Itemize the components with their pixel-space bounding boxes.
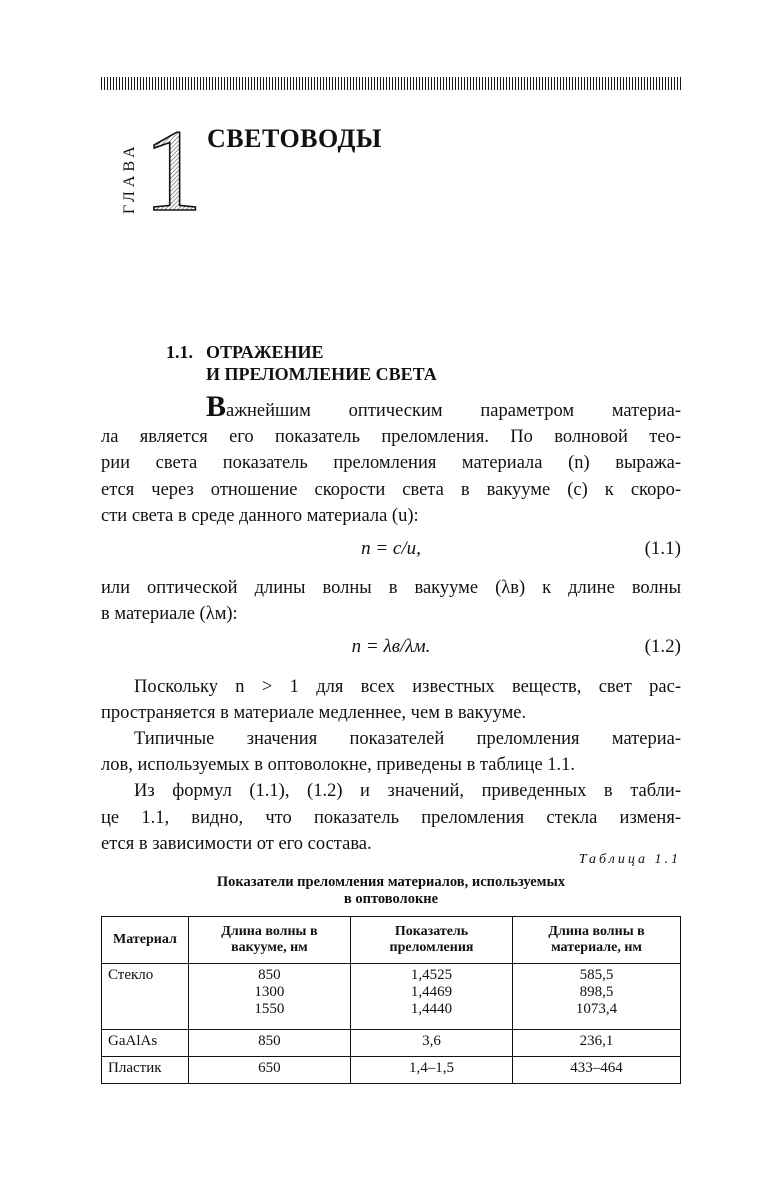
paragraph-5-line-1: Из формул (1.1), (1.2) и значений, приведенных в табли-: [134, 781, 681, 801]
table-row: [102, 1056, 681, 1083]
cell-material: Пластик: [102, 1056, 189, 1083]
cell-index: 1,4525 1,4469 1,4440: [350, 964, 512, 1030]
svg-text:1: 1: [143, 105, 203, 236]
paragraph-5-line-3: ется в зависимости от его состава.: [101, 834, 372, 854]
cell-vacuum: 850 1300 1550: [188, 964, 350, 1030]
equation-2-formula: n = λв/λм.: [351, 636, 431, 657]
equation-1: [101, 538, 681, 564]
equation-2-number: (1.2): [644, 636, 681, 657]
paragraph-5-line-2: це 1.1, видно, что показатель преломления стекла изменя-: [101, 808, 681, 828]
cell-vacuum: 650: [188, 1056, 350, 1083]
drop-cap: В: [206, 390, 227, 423]
chapter-label: ГЛАВА: [121, 142, 138, 214]
table-row: [102, 1029, 681, 1056]
header-refractive-index: Показатель преломления: [350, 917, 512, 964]
cell-index: 3,6: [350, 1029, 512, 1056]
section-number: 1.1.: [166, 342, 193, 362]
cell-material: GaAlAs: [102, 1029, 189, 1056]
header-material-wavelength: Длина волны в материале, нм: [513, 917, 681, 964]
header-rule: [101, 77, 681, 90]
paragraph-3-line-1: Поскольку n > 1 для всех известных веществ, свет рас-: [134, 677, 681, 697]
cell-in-material: 433–464: [513, 1056, 681, 1083]
equation-2: [101, 636, 681, 662]
paragraph-1-line-2: ла является его показатель преломления. По волновой тео-: [101, 427, 681, 447]
cell-material: Стекло: [102, 964, 189, 1030]
table-title-line-1: Показатели преломления материалов, используемых: [216, 874, 566, 890]
paragraph-4-line-1: Типичные значения показателей преломления материа-: [134, 729, 681, 749]
header-material: Материал: [102, 917, 189, 964]
paragraph-4-line-2: лов, используемых в оптоволокне, приведены в таблице 1.1.: [101, 755, 576, 775]
table-title-line-2: в оптоволокне: [343, 891, 439, 907]
paragraph-1-line-3: рии света показатель преломления материала (n) выража-: [101, 453, 681, 473]
section-title-line-1: ОТРАЖЕНИЕ: [206, 342, 324, 362]
paragraph-2-line-1: или оптической длины волны в вакууме (λв) к длине волны: [101, 578, 681, 598]
cell-in-material: 236,1: [513, 1029, 681, 1056]
equation-1-formula: n = c/u,: [361, 538, 421, 559]
paragraph-3-line-2: пространяется в материале медленнее, чем в вакууме.: [101, 703, 527, 723]
table-header-row: [102, 917, 681, 964]
cell-vacuum: 850: [188, 1029, 350, 1056]
equation-1-number: (1.1): [644, 538, 681, 559]
refraction-table: [101, 916, 681, 1084]
paragraph-1-line-4: ется через отношение скорости света в вакууме (c) к скоро-: [101, 480, 681, 500]
chapter-title: СВЕТОВОДЫ: [207, 124, 382, 153]
cell-in-material: 585,5 898,5 1073,4: [513, 964, 681, 1030]
paragraph-1-line-5: сти света в среде данного материала (u):: [101, 506, 419, 526]
table-title: [101, 874, 681, 908]
table-caption: Таблица 1.1: [578, 852, 681, 867]
paragraph-2-line-2: в материале (λм):: [101, 604, 238, 624]
section-title-line-2: И ПРЕЛОМЛЕНИЕ СВЕТА: [206, 364, 437, 384]
section-heading: [166, 341, 586, 385]
chapter-number: [143, 105, 203, 236]
header-vacuum-wavelength: Длина волны в вакууме, нм: [188, 917, 350, 964]
paragraph-1-line-1: Важнейшим оптическим параметром материа-: [206, 390, 681, 423]
cell-index: 1,4–1,5: [350, 1056, 512, 1083]
table-row: [102, 964, 681, 1030]
